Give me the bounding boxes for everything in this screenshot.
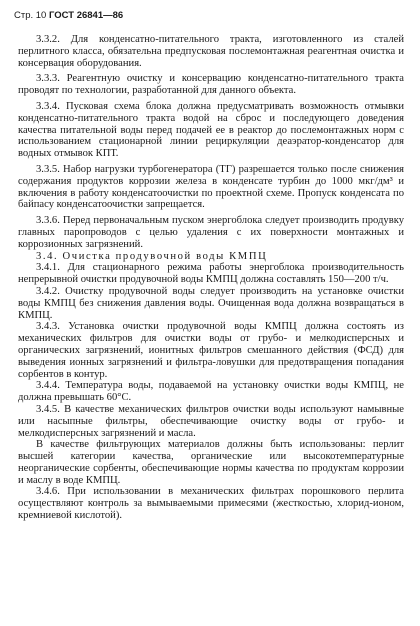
document-body <box>18 34 404 522</box>
paragraph-3-4-1: 3.4.1. Для стационарного режима работы энергоблока производительность непрерывной очистки продувочной воды КМПЦ должна составлять 150—200 т/ч. <box>18 262 404 286</box>
page-number: Стр. 10 <box>14 10 47 21</box>
document-page <box>14 10 404 522</box>
paragraph-3-4-2: 3.4.2. Очистку продувочной воды следует производить на установке очистки воды КМПЦ без снижения давления воды. Очищенная вода должна возвращаться в КМПЦ. <box>18 285 404 321</box>
paragraph-3-4-3: 3.4.3. Установка очистки продувочной воды КМПЦ должна состоять из механических фильтров для очистки воды от грубо- и мелкодисперсных и органических загрязнений, ионитных фильтров смешанного действия (ФСД) для выведения ионных загрязнений и фильтра-ловушки для предотвращения попадания сорбентов в контур. <box>18 321 404 380</box>
page-header <box>14 10 404 22</box>
paragraph-3-4-4: 3.4.4. Температура воды, подаваемой на установку очистки воды КМПЦ, не должна превышать 60°С. <box>18 380 404 404</box>
paragraph-3-3-2: 3.3.2. Для конденсатно-питательного тракта, изготовленного из сталей перлитного класса, обязательна предпусковая послемонтажная реагентная очистка и консервация оборудования. <box>18 34 404 69</box>
paragraph-3-3-5: 3.3.5. Набор нагрузки турбогенератора (ТГ) разрешается только после снижения содержания продуктов коррозии железа в конденсате турбин до 1000 мкг/дм³ и включения в работу конденсатоочистки по проектной схеме. Пропуск конденсата по байпасу конденсатоочистки запрещается. <box>18 163 404 211</box>
paragraph-3-4-6: 3.4.6. При использовании в механических фильтрах порошкового перлита осуществляют контроль за вымываемыми примесями (жесткостью, хлорид-ионом, кремниевой кислотой). <box>18 486 404 522</box>
paragraph-3-3-6: 3.3.6. Перед первоначальным пуском энергоблока следует производить продувку главных паропроводов с целью удаления с их поверхности монтажных и коррозионных загрязнений. <box>18 215 404 250</box>
paragraph-filter-materials: В качестве фильтрующих материалов должны быть использованы: перлит высшей категории качества, органические или высокотемпературные неорганические сорбенты, обеспечивающие нормы качества по продуктам коррозии и маслу в воде КМПЦ. <box>18 439 404 486</box>
paragraph-3-3-3: 3.3.3. Реагентную очистку и консервацию конденсатно-питательного тракта проводят по технологии, разработанной для данного объекта. <box>18 73 404 97</box>
paragraph-3-3-4: 3.3.4. Пусковая схема блока должна предусматривать возможность отмывки конденсатно-питательного тракта водой на сброс и последующего доведения качества питательной воды перед подачей ее в реактор до послемонтажных норм с использованием стационарной линии рециркуляции деаэратор-конденсатор для водных отмывок КПТ. <box>18 100 404 160</box>
standard-number: ГОСТ 26841—86 <box>48 10 124 21</box>
section-heading-3-4: 3.4. Очистка продувочной воды КМПЦ <box>36 250 268 262</box>
paragraph-3-4-5: 3.4.5. В качестве механических фильтров очистки воды используют намывные или насыпные фильтры, обеспечивающие очистку воды от грубо- и мелкодисперсных загрязнений и масла. <box>18 403 404 439</box>
